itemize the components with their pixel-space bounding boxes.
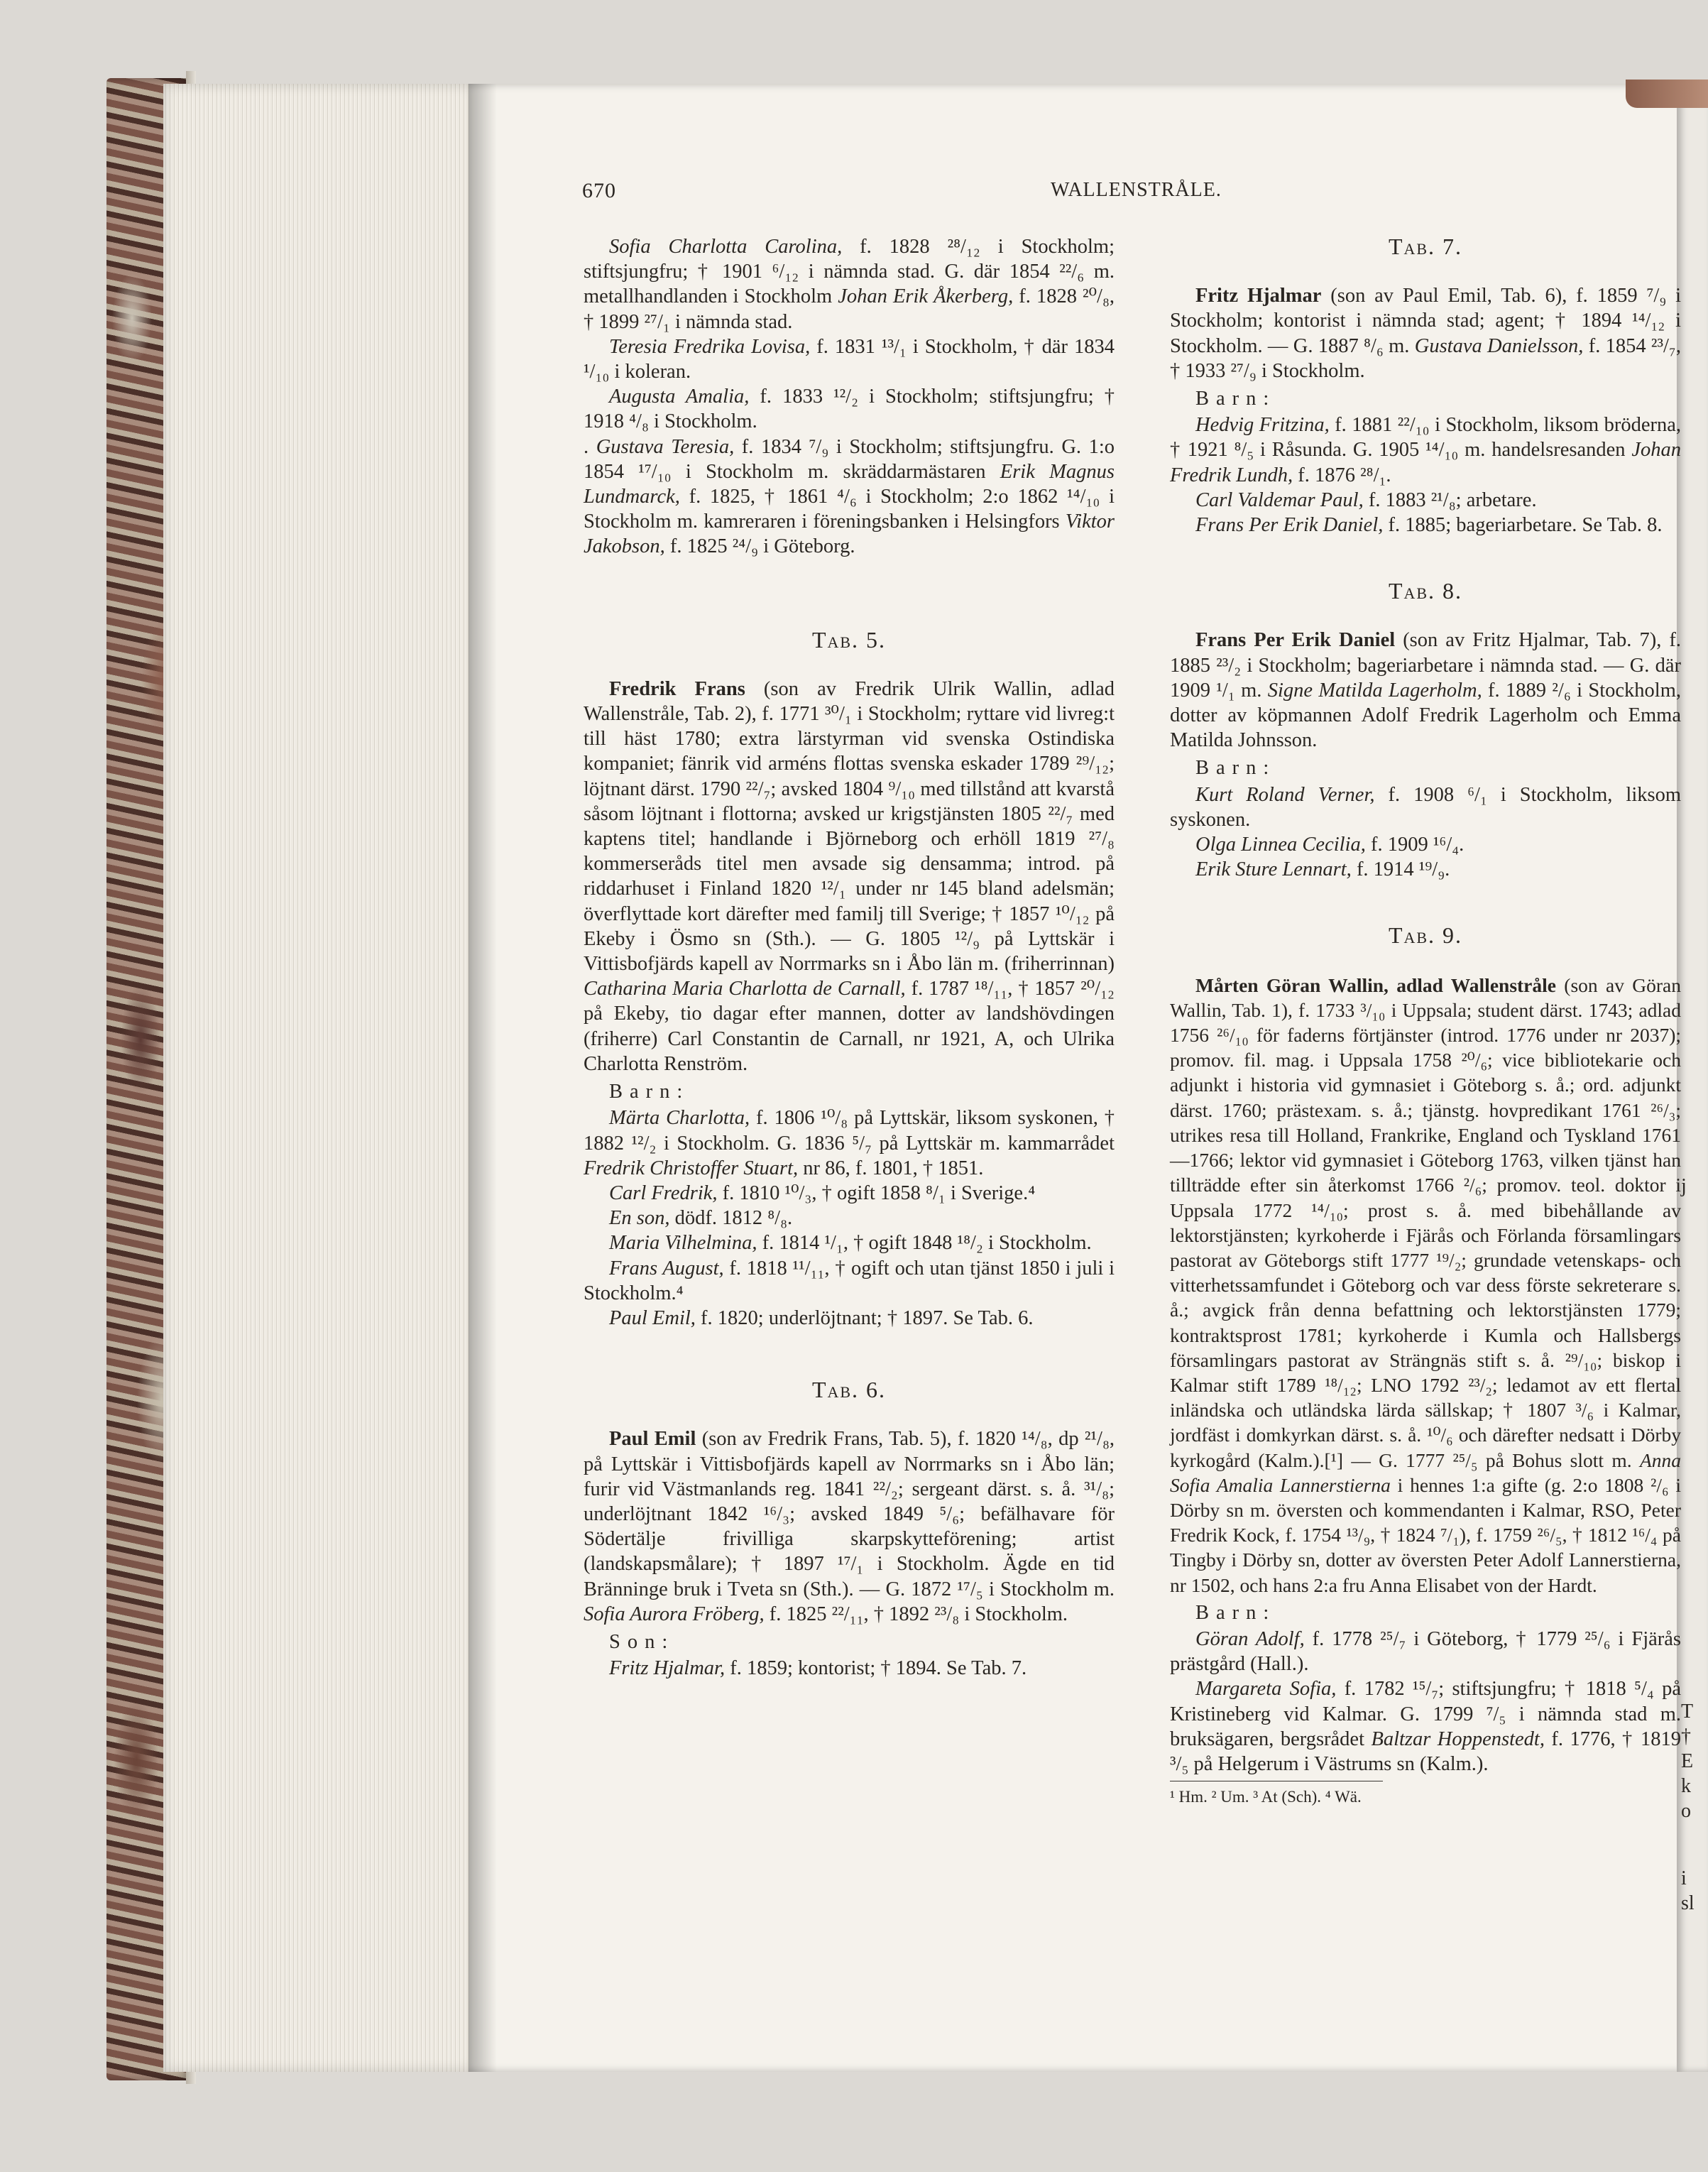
tab7-entry: Fritz Hjalmar (son av Paul Emil, Tab. 6), f. 1859 ⁷/₉ i Stockholm; kontorist i nämnda stad; agent; † 1894 ¹⁴/₁₂ i Stockholm. — G. 1887 ⁸/₆ m. Gustava Danielsson, f. 1854 ²³/₇, † 1933 ²⁷/₉ i Stockholm. [1170,285,1681,382]
leather-corner [1626,80,1708,108]
next-page-fragment: E [1681,1750,1694,1772]
tab9-heading: Tab. 9. [1388,922,1463,949]
tab8-entry: Frans Per Erik Daniel (son av Fritz Hjalmar, Tab. 7), f. 1885 ²³/₂ i Stockholm; bageriarbetare i nämnda stad. — G. där 1909 ¹/₁ m. Signe Matilda Lagerholm, f. 1889 ²/₆ i Stockholm, dotter av köpmannen Adolf Fredrik Lagerholm och Emma Matilda Johnsson. [1170,629,1681,752]
tab5-child-3: En son, dödf. 1812 ⁸/₈. [609,1207,793,1230]
tab9-barn-label: Barn: [1195,1601,1276,1624]
tab7-heading: Tab. 7. [1388,234,1463,259]
tab7-child-1: Hedvig Fritzina, f. 1881 ²²/₁₀ i Stockholm, liksom bröderna, † 1921 ⁸/₅ i Råsunda. G. 1905 ¹⁴/₁₀ m. handelsresanden Johan Fredrik Lundh, f. 1876 ²⁸/₁. [1170,414,1681,486]
page-stack [163,84,476,2072]
running-title: WALLENSTRÅLE. [1051,179,1222,201]
tab5-child-2: Carl Fredrik, f. 1810 ¹⁰/₃, † ogift 1858 ⁸/₁ i Sverige.⁴ [609,1181,1036,1204]
tab7-child-2: Carl Valdemar Paul, f. 1883 ²¹/₈; arbetare. [1195,489,1537,511]
next-page-fragment: j [1681,1175,1687,1197]
tab6-heading: Tab. 6. [811,1377,887,1403]
tab5-child-5: Frans August, f. 1818 ¹¹/₁₁, † ogift och utan tjänst 1850 i juli i Stockholm.⁴ [584,1257,1115,1304]
left-column [584,234,1115,1681]
tab8-child-1: Kurt Roland Verner, f. 1908 ⁶/₁ i Stockholm, liksom syskonen. [1170,783,1681,831]
next-page-fragment: o [1681,1800,1691,1822]
tab5-entry: Fredrik Frans (son av Fredrik Ulrik Wallin, adlad Wallenstråle, Tab. 2), f. 1771 ³⁰/₁ i Stockholm; ryttare vid livreg:t till häst 1780; extra lärstyrman vid svenska Ostindiska kompaniet; fänrik vid arméns flottas svenska eskader 1789 ²⁹/₁₂; löjtnant därst. 1790 ²²/₇; avsked 1804 ⁹/₁₀ med tillstånd att kvarstå såsom löjtnant i flottorna; avsked ur krigstjänsten 1805 ²²/₇ med kaptens titel; handlande i Björneborg och erhöll 1819 ²⁷/₈ kommerseråds titel men avsade sig densamma; introd. på riddarhuset i Finland 1820 ¹²/₁ under nr 145 bland adelsmän; överflyttade kort därefter med familj till Sverige; † 1857 ¹⁰/₁₂ på Ekeby i Ösmo sn (Sth.). — G. 1805 ¹²/₉ på Lyttskär i Vittisbofjärds kapell av Norrmarks sn i Åbo län m. (friherrinnan) Catharina Maria Charlotta de Carnall, f. 1787 ¹⁸/₁₁, † 1857 ²⁰/₁₂ på Ekeby, tio dagar efter mannen, dotter av landshövdingen (friherre) Carl Constantin de Carnall, nr 1921, A, och Ulrika Charlotta Renström. [584,677,1115,1075]
right-column [1170,234,1681,1809]
entry-augusta: Augusta Amalia, f. 1833 ¹²/₂ i Stockholm; stiftsjungfru; † 1918 ⁴/₈ i Stockholm. [584,386,1115,433]
tab7-barn-label: Barn: [1195,388,1276,410]
tab8-barn-label: Barn: [1195,757,1276,780]
tab5-child-6: Paul Emil, f. 1820; underlöjtnant; † 1897. Se Tab. 6. [609,1306,1034,1329]
tab8-heading: Tab. 8. [1388,578,1463,604]
tab9-child-2: Margareta Sofia, f. 1782 ¹⁵/₇; stiftsjungfru; † 1818 ⁵/₄ på Kristineberg vid Kalmar. G. 1799 ⁷/₅ i nämnda stad m. bruksägaren, bergsrådet Baltzar Hoppenstedt, f. 1776, † 1819 ³/₅ på Helgerum i Västrums sn (Kalm.). [1170,1678,1681,1775]
tab5-heading: Tab. 5. [811,626,887,653]
tab7-child-3: Frans Per Erik Daniel, f. 1885; bageriarbetare. Se Tab. 8. [1195,514,1663,537]
tab9-entry: Mårten Göran Wallin, adlad Wallenstråle (son av Göran Wallin, Tab. 1), f. 1733 ³/₁₀ i Uppsala; student därst. 1743; adlad 1756 ²⁶/₁₀ för faderns förtjänster (introd. 1776 under nr 2037); promov. fil. mag. i Uppsala 1758 ²⁰/₆; vice bibliotekarie och adjunkt i historia vid gymnasiet i Göteborg s. å.; ord. adjunkt därst. 1760; prästexam. s. å.; tjänstg. hovpredikant 1761 ²⁶/₃; utrikes resa till Holland, Frankrike, England och Tyskland 1761—1766; lektor vid gymnasiet i Göteborg 1763, vilken tjänst han tillträdde efter sin återkomst 1766 ²/₆; promov. teol. doktor i Uppsala 1772 ¹⁴/₁₀; prost s. å. med bibehållande av lektorstjänsten; kyrkoherde i Fjärås och Förlanda församlingars pastorat av Göteborgs stift 1777 ¹⁹/₂; grundade vetenskaps- och vitterhetssamfundet i Göteborg och var dess förste sekreterare s. å.; avgick från denna befattning och lektorstjänsten 1779; kontraktsprost 1781; kyrkoherde i Kumla och Hallsbergs församlingars pastorat av Strängnäs stift s. å. ²⁹/₁₀; biskop i Kalmar stift 1789 ¹⁸/₁₂; LNO 1792 ²³/₂; ledamot av ett flertal inländska och utländska lärda sällskap; † 1807 ³/₆ i Kalmar, jordfäst i domkyrkan därst. s. å. ¹⁰/₆ och därefter nedsatt i Dörby kyrkogård (Kalm.).[¹] — G. 1777 ²⁵/₅ på Bohus slott m. Anna Sofia Amalia Lannerstierna i hennes 1:a gifte (g. 2:o 1808 ²/₆ i Dörby sn m. översten och kommendanten i Kalmar, RSO, Peter Fredrik Kock, f. 1754 ¹³/₉, † 1824 ⁷/₁), f. 1759 ²⁶/₅, † 1812 ¹⁶/₄ på Tingby i Dörby sn, dotter av översten Peter Adolf Lannerstierna, nr 1502, och hans 2:a fru Anna Elisabet von der Hardt. [1170,973,1681,1596]
tab8-child-3: Erik Sture Lennart, f. 1914 ¹⁹/₉. [1195,858,1450,881]
tab5-child-4: Maria Vilhelmina, f. 1814 ¹/₁, † ogift 1848 ¹⁸/₂ i Stockholm. [609,1232,1092,1255]
entry-teresia: Teresia Fredrika Lovisa, f. 1831 ¹³/₁ i Stockholm, † där 1834 ¹/₁₀ i koleran. [584,335,1115,383]
next-page-fragment: T [1681,1701,1694,1723]
next-page-fragment: i [1681,1867,1687,1889]
page-number: 670 [582,179,616,202]
tab5-child-1: Märta Charlotta, f. 1806 ¹⁰/₈ på Lyttskär, liksom syskonen, † 1882 ¹²/₂ i Stockholm. G. 1836 ⁵/₇ på Lyttskär m. kammarrådet Fredrik Christoffer Stuart, nr 86, f. 1801, † 1851. [584,1107,1115,1179]
tab6-entry: Paul Emil (son av Fredrik Frans, Tab. 5), f. 1820 ¹⁴/₈, dp ²¹/₈, på Lyttskär i Vittisbofjärds kapell av Norrmarks sn i Åbo län; furir vid Västmanlands reg. 1841 ²²/₂; sergeant därst. s. å. ³¹/₈; underlöjtnant 1842 ¹⁶/₃; avsked 1849 ⁵/₆; befälhavare för Södertälje frivilliga skarpskytteförening; artist (landskapsmålare); † 1897 ¹⁷/₁ i Stockholm. Ägde en tid Bränninge bruk i Tveta sn (Sth.). — G. 1872 ¹⁷/₅ i Stockholm m. Sofia Aurora Fröberg, f. 1825 ²²/₁₁, † 1892 ²³/₈ i Stockholm. [584,1428,1115,1625]
tab5-barn-label: Barn: [609,1081,690,1103]
next-page-fragment: sl [1681,1892,1695,1914]
entry-gustava: . Gustava Teresia, f. 1834 ⁷/₉ i Stockholm; stiftsjungfru. G. 1:o 1854 ¹⁷/₁₀ i Stockholm m. skräddarmästaren Erik Magnus Lundmarck, f. 1825, † 1861 ⁴/₆ i Stockholm; 2:o 1862 ¹⁴/₁₀ i Stockholm m. kamreraren i föreningsbanken i Helsingfors Viktor Jakobson, f. 1825 ²⁴/₉ i Göteborg. [584,435,1115,558]
tab8-child-2: Olga Linnea Cecilia, f. 1909 ¹⁶/₄. [1195,834,1465,856]
page-gutter-shadow [469,84,497,2072]
tab6-child-1: Fritz Hjalmar, f. 1859; kontorist; † 1894. Se Tab. 7. [609,1657,1027,1680]
next-page-fragment: k [1681,1775,1691,1797]
entry-sofia: Sofia Charlotta Carolina, f. 1828 ²⁸/₁₂ i Stockholm; stiftsjungfru; † 1901 ⁶/₁₂ i nämnda stad. G. där 1854 ²²/₆ m. metallhandlanden i Stockholm Johan Erik Åkerberg, f. 1828 ²⁰/₈, † 1899 ²⁷/₁ i nämnda stad. [584,236,1115,333]
tab6-son-label: Son: [609,1630,675,1653]
next-page-fragment: † [1681,1725,1691,1747]
tab9-child-1: Göran Adolf, f. 1778 ²⁵/₇ i Göteborg, † 1779 ²⁵/₆ i Fjärås prästgård (Hall.). [1170,1627,1681,1676]
footnotes: ¹ Hm. ² Um. ³ At (Sch). ⁴ Wä. [1170,1781,1383,1809]
next-page-edge [1677,84,1708,2072]
